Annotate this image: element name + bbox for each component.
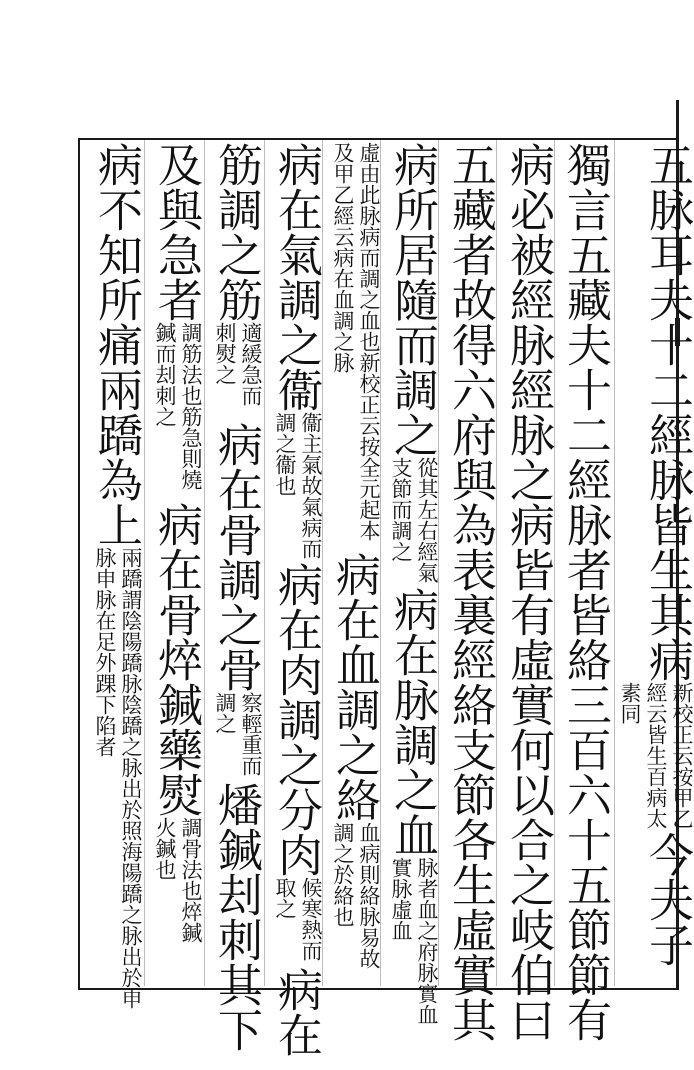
annotation: 血病則絡脉易故調之於絡也 xyxy=(331,822,381,969)
main-text: 今夫子 xyxy=(641,832,694,967)
main-text: 病所居隨而調之 xyxy=(386,142,439,457)
column-5 xyxy=(384,142,440,1025)
main-text: 筋調之筋 xyxy=(210,142,263,322)
main-text: 病必被經脉經脉之病皆有虛實何以合之岐伯曰 xyxy=(502,142,555,1042)
column-2 xyxy=(557,142,613,1042)
annotation: 從其左右經氣支節而調之 xyxy=(389,457,439,583)
main-text: 病在血調之絡 xyxy=(328,552,381,822)
column-10 xyxy=(88,142,144,1009)
column-rule xyxy=(144,140,145,986)
annotation: 虛由此脉病而調之血也新校正云按全元起本及甲乙經云病在血調之脉 xyxy=(331,142,381,541)
column-8 xyxy=(208,142,264,1052)
main-text: 病在肉調之分肉 xyxy=(270,562,323,877)
annotation: 脉者血之府脉實血實脉虛血 xyxy=(389,857,439,1025)
main-text: 五脉耳夫十二經脉皆生其病 xyxy=(641,142,694,682)
column-6 xyxy=(326,142,382,982)
column-7 xyxy=(268,142,324,1057)
column-3 xyxy=(500,142,556,1042)
annotation: 衞主氣故氣病而調之衞也 xyxy=(273,412,323,559)
main-text: 病在氣調之衞 xyxy=(270,142,323,412)
main-text: 五藏者故得六府與為表裏經絡支節各生虛實其 xyxy=(444,142,497,1042)
main-text: 及與急者 xyxy=(150,142,203,322)
annotation: 調筋法也筋急則燒鍼而刦刺之 xyxy=(153,322,203,490)
main-text: 病在 xyxy=(270,967,323,1057)
main-text: 病不知所痛兩蹻為上 xyxy=(90,142,143,547)
column-4 xyxy=(442,142,498,1042)
main-text: 病在骨焠鍼藥熨 xyxy=(150,502,203,817)
annotation: 適緩急而刺熨之 xyxy=(213,322,263,406)
annotation: 察輕重而調之 xyxy=(213,692,263,776)
main-text: 獨言五藏夫十二經脉者皆絡三百六十五節節有 xyxy=(559,142,612,1042)
column-1 xyxy=(617,142,694,982)
annotation: 候寒熱而取之 xyxy=(273,877,323,961)
column-9 xyxy=(148,142,204,982)
column-rule xyxy=(204,140,205,986)
main-text: 病在骨調之骨 xyxy=(210,422,263,692)
annotation: 調骨法也焠鍼火鍼也 xyxy=(153,817,203,943)
annotation: 新校正云按甲乙經云皆生百病太素同 xyxy=(618,682,694,829)
column-rule xyxy=(614,140,615,986)
annotation: 兩蹻謂陰陽蹻脉陰蹻之脉出於照海陽蹻之脉出於申脉申脉在足外踝下陷者 xyxy=(93,547,143,1009)
column-rule xyxy=(264,140,265,986)
main-text: 燔鍼刦刺其下 xyxy=(210,782,263,1052)
main-text: 病在脉調之血 xyxy=(386,587,439,857)
